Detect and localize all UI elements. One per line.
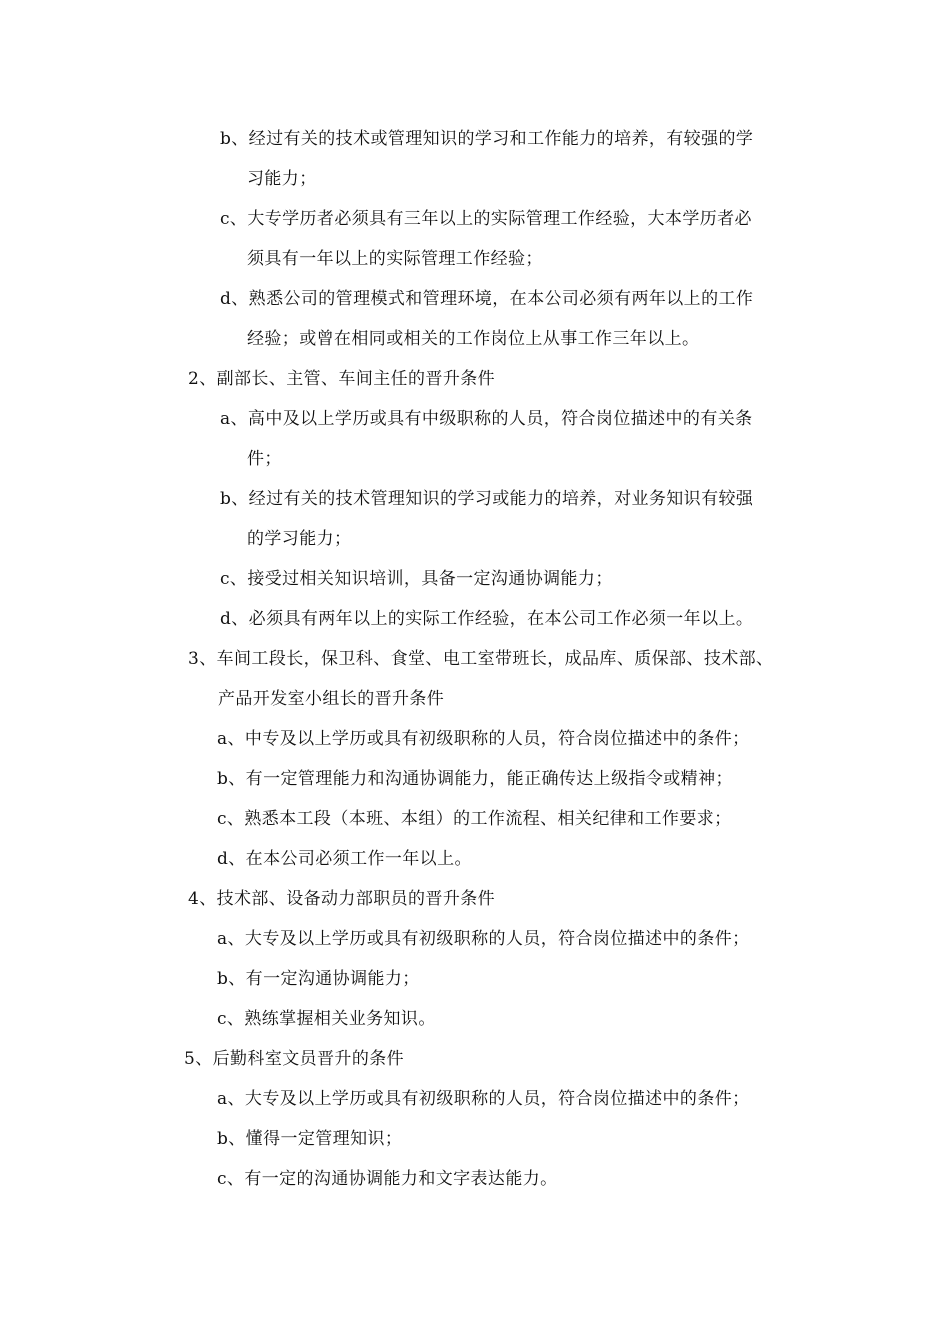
paragraph-line: a、高中及以上学历或具有中级职称的人员，符合岗位描述中的有关条 [220,409,753,429]
paragraph-line: c、接受过相关知识培训，具备一定沟通协调能力； [220,569,613,589]
section-heading: 3、车间工段长，保卫科、食堂、电工室带班长，成品库、质保部、技术部、 [188,649,774,669]
paragraph-line: d、熟悉公司的管理模式和管理环境，在本公司必须有两年以上的工作 [220,289,754,309]
paragraph-line: 件； [247,449,282,469]
paragraph-line: c、熟悉本工段（本班、本组）的工作流程、相关纪律和工作要求； [217,809,732,829]
paragraph-line: c、有一定的沟通协调能力和文字表达能力。 [217,1169,558,1189]
paragraph-line: c、熟练掌握相关业务知识。 [217,1009,436,1029]
paragraph-line: b、经过有关的技术或管理知识的学习和工作能力的培养，有较强的学 [220,129,754,149]
paragraph-line: d、必须具有两年以上的实际工作经验，在本公司工作必须一年以上。 [220,609,754,629]
paragraph-line: b、经过有关的技术管理知识的学习或能力的培养，对业务知识有较强 [220,489,754,509]
paragraph-line: 习能力； [247,169,317,189]
paragraph-line: d、在本公司必须工作一年以上。 [217,849,472,869]
paragraph-line: a、中专及以上学历或具有初级职称的人员，符合岗位描述中的条件； [217,729,750,749]
paragraph-line: b、有一定沟通协调能力； [217,969,420,989]
paragraph-line: 须具有一年以上的实际管理工作经验； [247,249,543,269]
section-heading-continuation: 产品开发室小组长的晋升条件 [218,689,445,709]
paragraph-line: a、大专及以上学历或具有初级职称的人员，符合岗位描述中的条件； [217,929,750,949]
section-heading: 4、技术部、设备动力部职员的晋升条件 [188,889,496,909]
paragraph-line: c、大专学历者必须具有三年以上的实际管理工作经验，大本学历者必 [220,209,752,229]
paragraph-line: 的学习能力； [247,529,352,549]
paragraph-line: a、大专及以上学历或具有初级职称的人员，符合岗位描述中的条件； [217,1089,750,1109]
paragraph-line: b、懂得一定管理知识； [217,1129,403,1149]
paragraph-line: b、有一定管理能力和沟通协调能力，能正确传达上级指令或精神； [217,769,733,789]
paragraph-line: 经验；或曾在相同或相关的工作岗位上从事工作三年以上。 [247,329,700,349]
section-heading: 2、副部长、主管、车间主任的晋升条件 [188,369,496,389]
section-heading: 5、后勤科室文员晋升的条件 [184,1049,405,1069]
